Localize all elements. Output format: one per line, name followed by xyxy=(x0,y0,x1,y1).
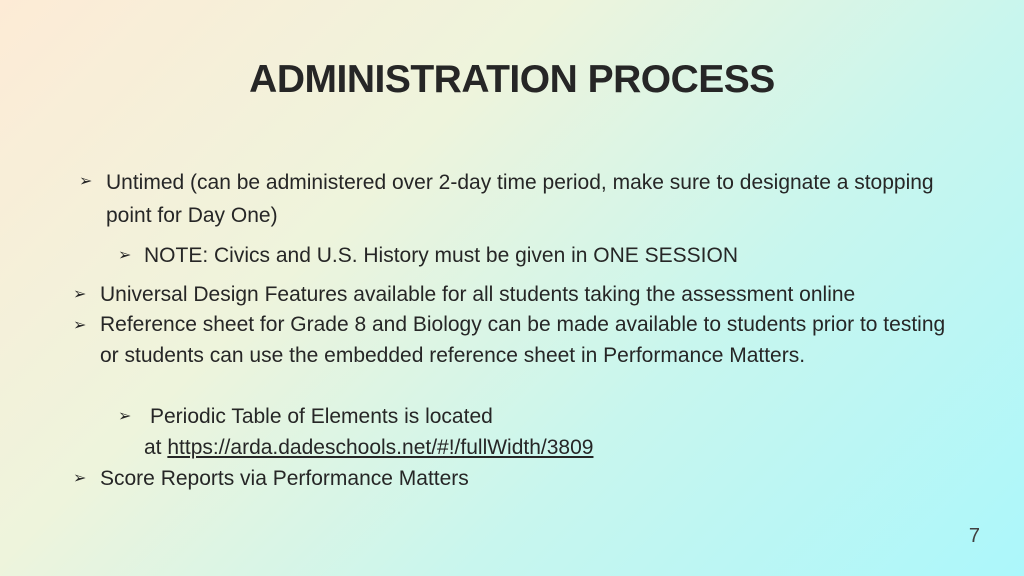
bullet-periodic-table xyxy=(118,401,918,432)
right-arrow-bullet-icon: ➢ xyxy=(73,317,87,334)
bullet-text: Universal Design Features available for all students taking the assessment online xyxy=(100,283,856,306)
right-arrow-bullet-icon: ➢ xyxy=(73,286,87,303)
right-arrow-bullet-icon: ➢ xyxy=(118,247,132,264)
bullet-universal-design xyxy=(73,279,953,310)
link-prefix: at xyxy=(144,436,162,459)
bullet-text: Periodic Table of Elements is located xyxy=(150,405,493,428)
bullet-score-reports xyxy=(73,463,953,494)
page-number: 7 xyxy=(968,525,980,547)
bullet-text: NOTE: Civics and U.S. History must be given in ONE SESSION xyxy=(144,244,739,267)
periodic-table-link[interactable]: https://arda.dadeschools.net/#!/fullWidth/3809 xyxy=(167,436,594,459)
right-arrow-bullet-icon: ➢ xyxy=(79,173,93,190)
bullet-text: Untimed (can be administered over 2-day time period, make sure to designate a stopping point for Day One) xyxy=(106,171,934,227)
bullet-text: Score Reports via Performance Matters xyxy=(100,467,469,490)
bullet-reference-sheet xyxy=(73,310,953,371)
bullet-untimed xyxy=(79,166,949,232)
periodic-table-link-line xyxy=(144,432,593,463)
bullet-note-civics xyxy=(118,240,918,271)
right-arrow-bullet-icon: ➢ xyxy=(73,470,87,487)
slide-title: ADMINISTRATION PROCESS xyxy=(249,58,775,101)
bullet-text: Reference sheet for Grade 8 and Biology can be made available to students prior to testing or students can use the embedded reference sheet in Performance Matters. xyxy=(100,313,946,367)
right-arrow-bullet-icon: ➢ xyxy=(118,408,132,425)
